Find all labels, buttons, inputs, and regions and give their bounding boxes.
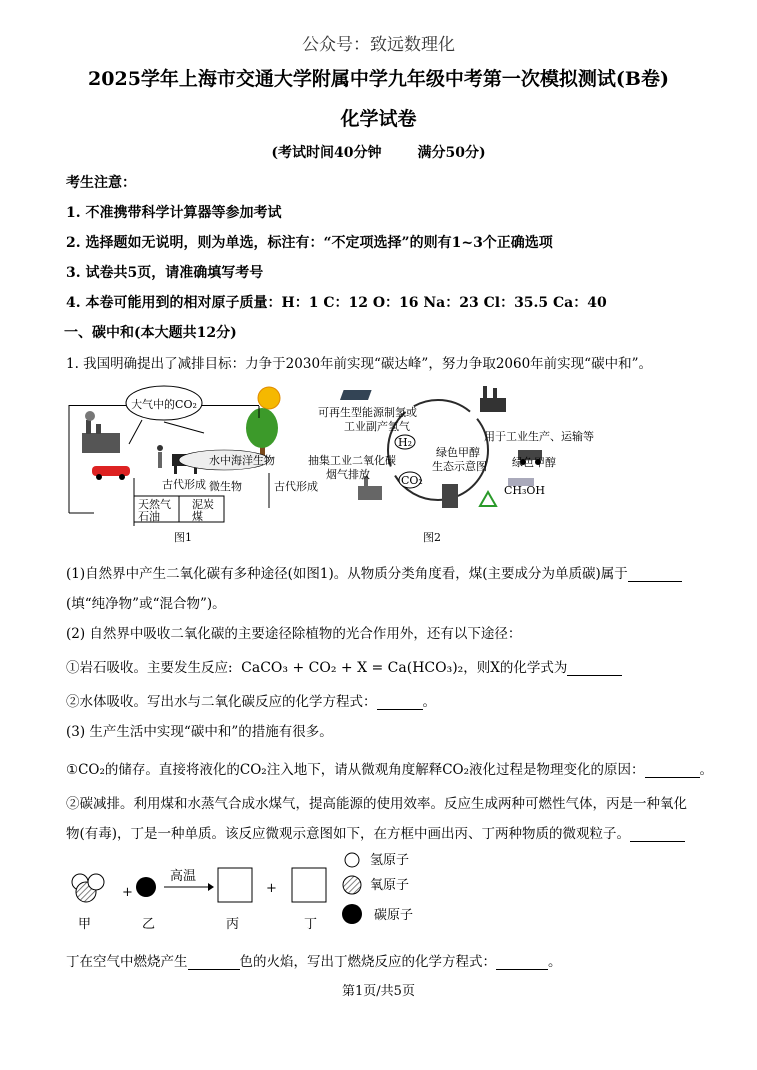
exam-title: 2025学年上海市交通大学附属中学九年级中考第一次模拟测试(B卷) [88, 68, 669, 90]
question-1-2-b: ②水体吸收。写出水与二氧化碳反应的化学方程式： 。 [66, 694, 436, 710]
fig2-h2-label: H₂ [398, 436, 413, 449]
question-intro: 1. 我国明确提出了减排目标：力争于2030年前实现“碳达峰”，努力争取2060年前实现“碳中和”。 [66, 356, 652, 372]
fig1-microbe-label: 微生物 [209, 480, 242, 493]
question-1-3: (3) 生产生活中实现“碳中和”的措施有很多。 [66, 724, 333, 740]
page-footer: 第1页/共5页 [342, 984, 415, 999]
exam-subtitle: 化学试卷 [340, 108, 417, 130]
fig2-flue-label: 烟气排放 [326, 468, 370, 481]
question-1-2-a: ①岩石吸收。主要发生反应: CaCO₃ + CO₂ + X = Ca(HCO₃)₂，则X的化学式为 [66, 656, 622, 676]
solar-panel-icon [340, 390, 372, 400]
fig2-methanol-label: 绿色甲醇 [512, 456, 556, 469]
fig2-caption: 图2 [423, 531, 441, 544]
sun-icon [258, 387, 280, 409]
legend-hydrogen: 氢原子 [370, 853, 410, 868]
exam-score: 满分50分) [417, 145, 486, 161]
fig1-gas-label: 天然气 [138, 498, 171, 511]
answer-box-bing[interactable] [218, 868, 252, 902]
fig1-ancient-label-2: 古代形成 [274, 480, 318, 493]
fig1-coal-label: 煤 [192, 510, 203, 523]
building-icon [442, 484, 458, 508]
fig2-center-label: 绿色甲醇 [436, 446, 480, 459]
fig2-industry-label: 用于工业生产、运输等 [484, 430, 594, 443]
fig1-ancient-label: 古代形成 [162, 478, 206, 491]
fig2-formula-label: CH₃OH [504, 484, 546, 497]
exam-time: (考试时间40分钟 [271, 145, 382, 161]
recycle-icon [480, 492, 496, 506]
carbon-atom [136, 877, 156, 897]
factory-icon [480, 386, 506, 412]
fig2-co2-label: CO₂ [401, 474, 423, 487]
answer-blank[interactable] [567, 675, 622, 676]
notice-heading: 考生注意： [66, 175, 136, 191]
answer-blank[interactable] [630, 841, 685, 842]
car-icon [92, 466, 130, 480]
fig2-center-label-2: 生态示意图 [432, 460, 487, 473]
question-1-1: (1)自然界中产生二氧化碳有多种途径(如图1)。从物质分类角度看，煤(主要成分为单质碳)属于 [66, 562, 682, 582]
legend-carbon: 碳原子 [374, 908, 414, 923]
label-ding: 丁 [304, 917, 318, 932]
equation: CaCO₃ + CO₂ + X = Ca(HCO₃)₂ [241, 660, 464, 676]
exam-info [0, 142, 757, 162]
factory-icon [82, 411, 120, 453]
notice-item: 4. 本卷可能用到的相对原子质量：H：1 C：12 O：16 Na：23 Cl：35.5 Ca：40 [66, 295, 607, 311]
plus-sign: + [122, 885, 133, 900]
notice-item: 3. 试卷共5页，请准确填写考号 [66, 265, 264, 281]
carbon-legend-icon [342, 904, 362, 924]
answer-blank[interactable] [628, 581, 682, 582]
answer-blank[interactable] [188, 969, 240, 970]
hydrogen-atom [88, 874, 104, 890]
reaction-condition: 高温 [170, 869, 197, 884]
plus-sign: + [266, 881, 277, 896]
question-1-3-b1: ②碳减排。利用煤和水蒸气合成水煤气，提高能源的使用效率。反应生成两种可燃性气体，丙是一种氧化 [66, 796, 687, 812]
answer-blank[interactable] [496, 969, 548, 970]
label-bing: 丙 [226, 917, 240, 932]
person-icon [157, 445, 163, 468]
atom-legend [340, 850, 440, 930]
answer-blank[interactable] [645, 777, 700, 778]
answer-box-ding[interactable] [292, 868, 326, 902]
fig1-ocean-label: 水中海洋生物 [209, 454, 275, 467]
question-1-2: (2) 自然界中吸收二氧化碳的主要途径除植物的光合作用外，还有以下途径： [66, 626, 522, 642]
label-yi: 乙 [142, 917, 156, 932]
question-1-3-c: 丁在空气中燃烧产生 色的火焰，写出丁燃烧反应的化学方程式： 。 [66, 954, 562, 970]
fig1-caption: 图1 [174, 531, 192, 544]
question-1-3-b2: 物(有毒)，丁是一种单质。该反应微观示意图如下，在方框中画出丙、丁两种物质的微观粒子。 [66, 822, 685, 842]
fig1-atmosphere-label: 大气中的CO₂ [131, 398, 197, 411]
fig1-oil-label: 石油 [138, 510, 160, 523]
fig2-byproduct-label: 工业副产氢气 [344, 420, 410, 433]
answer-blank[interactable] [377, 709, 423, 710]
notice-item: 2. 选择题如无说明，则为单选，标注有：“不定项选择”的则有1~3个正确选项 [66, 235, 553, 251]
oxygen-legend-icon [343, 876, 361, 894]
hydrogen-legend-icon [345, 853, 359, 867]
notice-item: 1. 不准携带科学计算器等参加考试 [66, 205, 282, 221]
legend-oxygen: 氧原子 [370, 878, 410, 893]
watermark-header: 公众号：致远数理化 [302, 35, 455, 55]
question-1-3-a: ①CO₂的储存。直接将液化的CO₂注入地下，请从微观角度解释CO₂液化过程是物理变化的原因： 。 [66, 762, 714, 778]
section-heading: 一、碳中和(本大题共12分) [64, 325, 237, 341]
figure-1-carbon-cycle [64, 378, 318, 546]
fig1-mud-label: 泥炭 [192, 498, 214, 511]
fig2-capture-label: 抽集工业二氧化碳 [308, 454, 396, 467]
fig2-renewable-label: 可再生型能源制氢或 [318, 406, 417, 419]
question-1-1-cont: (填“纯净物”或“混合物”)。 [66, 596, 226, 612]
figure-2-methanol-cycle [308, 378, 618, 546]
label-jia: 甲 [78, 917, 92, 932]
